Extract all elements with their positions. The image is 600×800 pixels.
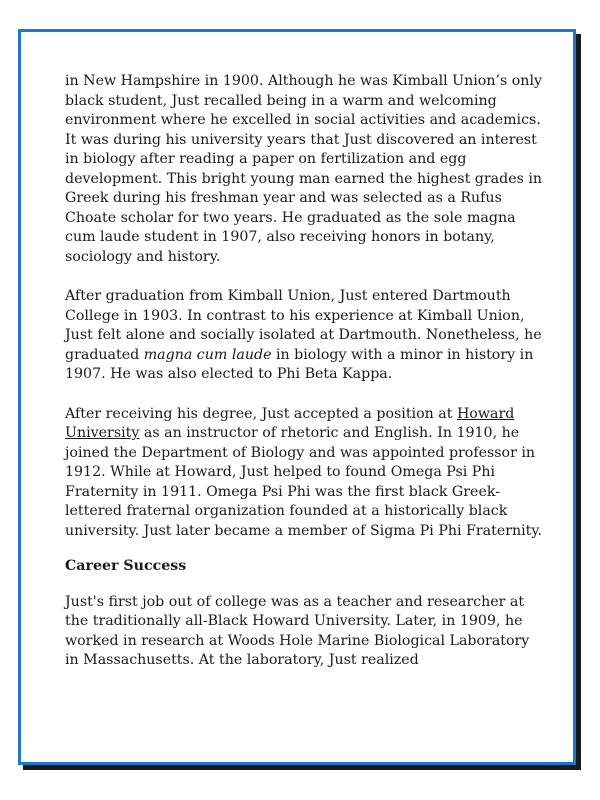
- paragraph-4-text: Just's first job out of college was as a teacher and researcher at the traditionally all-Black Howard University. Later, in 1909, he worked in research at Woods Hole Marine Biological Laboratory in Massachusetts. At the laboratory, Just realized: [65, 593, 530, 668]
- paragraph-3-text-a: After receiving his degree, Just accepted a position at: [65, 405, 457, 422]
- paragraph-2-text-a: After graduation from Kimball Union, Just entered Dartmouth College in 1903. In contrast to his experience at Kimball Union, Just felt alone and socially isolated at Dartmouth. Nonetheless, he graduated: [65, 288, 542, 363]
- paragraph-2-text-b: in biology with a minor in history in 1907. He was also elected to Phi Beta Kappa.: [65, 346, 534, 382]
- magna-cum-laude-italic: magna cum laude: [143, 346, 272, 363]
- document-body: [65, 72, 545, 687]
- paragraph-1-text: in New Hampshire in 1900. Although he was Kimball Union’s only black student, Just recalled being in a warm and welcoming environment where he excelled in social activities and academics. It was during his university years that Just discovered an interest in biology after reading a paper on fertilization and egg development. This bright young man earned the highest grades in Greek during his freshman year and was selected as a Rufus Choate scholar for two years. He graduated as the sole magna cum laude student in 1907, also receiving honors in botany, sociology and history.: [65, 73, 543, 265]
- paragraph-3-text-b: as an instructor of rhetoric and English. In 1910, he joined the Department of Biology and was appointed professor in 1912. While at Howard, Just helped to found Omega Psi Phi Fraternity in 1911. Omega Psi Phi was the first black Greek-lettered fraternal organization founded at a historically black university. Just later became a member of Sigma Pi Phi Fraternity.: [65, 425, 543, 539]
- paragraph-howard: [65, 405, 545, 542]
- paragraph-dartmouth: [65, 287, 545, 385]
- paragraph-career: [65, 593, 545, 671]
- paragraph-early-education: [65, 72, 545, 267]
- section-heading-career-success: Career Success: [65, 558, 187, 574]
- howard-university-link[interactable]: Howard University: [65, 405, 515, 441]
- document-page: [18, 29, 576, 765]
